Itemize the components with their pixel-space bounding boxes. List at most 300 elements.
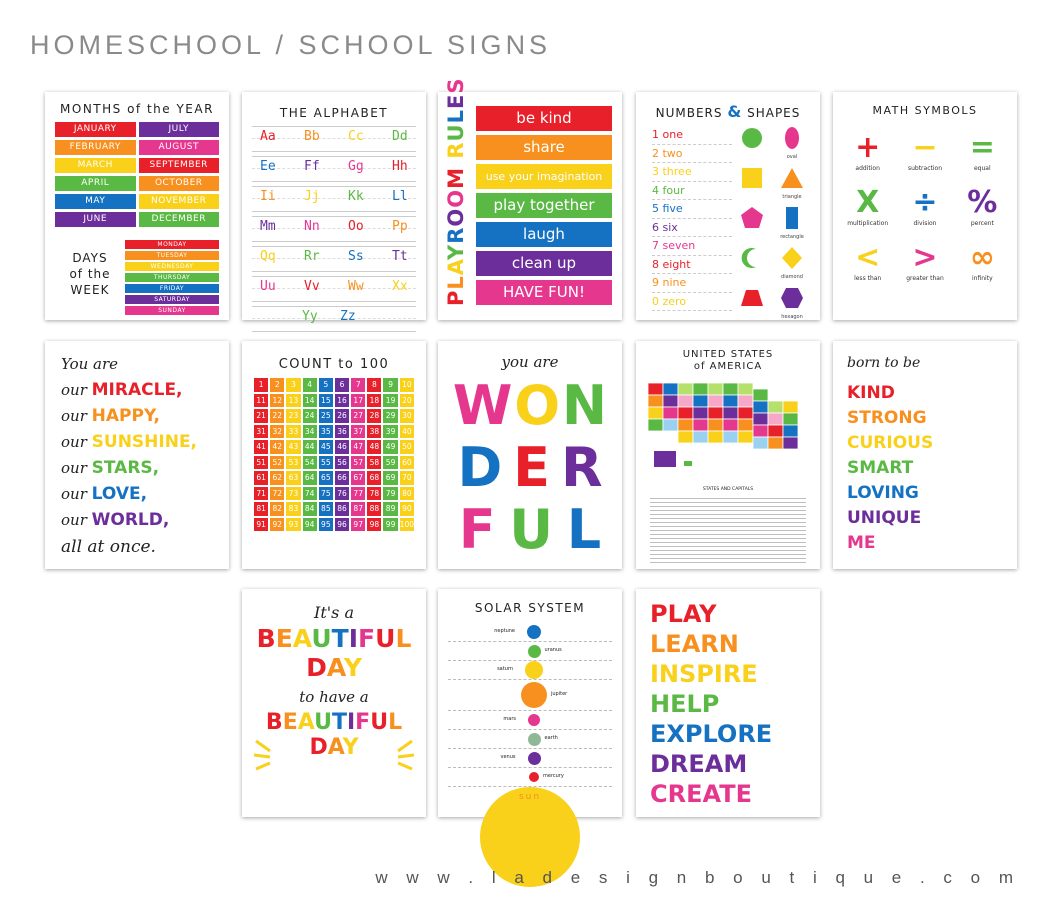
alphabet-poster [242,92,426,324]
alphabet-letters: Xx [392,279,408,294]
number-row: 6 six [652,219,732,238]
number-row: 2 two [652,145,732,164]
playroom-side-letter: P [444,289,468,306]
day-bar: FRIDAY [125,284,219,293]
grid-number: 92 [270,518,284,532]
month-bar: AUGUST [139,140,220,155]
math-label: multiplication [847,220,889,227]
day-bar: SUNDAY [125,306,219,315]
beautiful-letter: B [265,710,283,735]
beautiful-letter: A [326,653,344,682]
alphabet-row [252,216,416,242]
grid-number: 45 [319,440,333,454]
grid-number: 39 [383,425,397,439]
alphabet-letters: Cc [348,129,364,144]
planet-row [448,768,612,787]
playroom-rule: be kind [476,106,612,131]
number-row: 5 five [652,200,732,219]
month-bar: JANUARY [55,122,136,137]
grid-number: 53 [286,456,300,470]
sun-label: sun [518,792,542,802]
solar-list [448,623,612,787]
grid-number: 51 [254,456,268,470]
grid-number: 65 [319,471,333,485]
beautiful-letter: D [306,653,327,682]
beautiful-letter: L [395,624,412,653]
grid-number: 98 [367,518,381,532]
grid-number: 21 [254,409,268,423]
alphabet-row [252,186,416,212]
math-label: greater than [906,275,944,282]
born-word: LOVING [847,483,919,503]
grid-number: 5 [319,378,333,392]
math-symbol-cell [954,186,1011,227]
planet-row [448,642,612,661]
miracle-word: WORLD, [91,510,170,530]
mars-planet [528,714,540,726]
planet-label: neptune [494,628,515,634]
number-grid [242,378,426,531]
playroom-rule: HAVE FUN! [476,280,612,305]
play-word: EXPLORE [650,720,773,748]
playroom-rule: clean up [476,251,612,276]
wonderful-row [438,437,622,499]
day-bar: TUESDAY [125,251,219,260]
born-word: KIND [847,383,895,403]
playroom-poster [438,77,622,320]
grid-number: 10 [400,378,414,392]
wonderful-letter: D [457,436,503,499]
born-word: SMART [847,458,914,478]
saturn-planet [525,661,543,679]
numbers-list [652,126,732,311]
beautiful-letter: D [309,735,328,760]
grid-number: 96 [335,518,349,532]
alphabet-letters: Aa [260,129,276,144]
wonderful-letter: W [452,374,513,437]
beautiful-poster [242,589,426,817]
miracle-line [61,403,197,429]
usa-poster [636,341,820,569]
grid-number: 14 [303,394,317,408]
month-bar: OCTOBER [139,176,220,191]
alphabet-letters: Ee [260,159,276,174]
days-title-line: of the [69,267,111,281]
number-row: 3 three [652,163,732,182]
beautiful-intro: It's a [314,603,354,622]
uranus-planet [528,645,541,658]
math-symbol-cell [896,131,953,172]
play-word: LEARN [650,630,739,658]
month-bar: FEBRUARY [55,140,136,155]
grid-number: 79 [383,487,397,501]
playroom-side-title [444,77,468,306]
usa-title-line2: of AMERICA [693,361,763,372]
days-title [55,240,125,317]
grid-number: 99 [383,518,397,532]
numbers-title-a: NUMBERS [655,106,723,120]
months-title: MONTHS of the YEAR [60,102,214,116]
number-row: 1 one [652,126,732,145]
number-row: 9 nine [652,274,732,293]
number-row: 7 seven [652,237,732,256]
wonderful-row [438,375,622,437]
playroom-side-letter: S [444,77,468,94]
grid-number: 23 [286,409,300,423]
usa-title [636,349,820,373]
beautiful-letter: E [275,624,293,653]
grid-number: 41 [254,440,268,454]
alphabet-letters: Rr [304,249,320,264]
month-bar: SEPTEMBER [139,158,220,173]
beautiful-letter: A [292,624,312,653]
alphabet-letters: Oo [348,219,364,234]
playroom-side-letter: U [444,123,468,142]
math-label: infinity [972,275,993,282]
wonderful-row [438,499,622,561]
math-label: subtraction [907,165,942,172]
play-poster [636,589,820,817]
math-label: less than [854,275,882,282]
play-word: DREAM [650,750,748,778]
math-symbol-cell [896,186,953,227]
alphabet-letters: Vv [304,279,320,294]
miracle-word: MIRACLE, [91,380,183,400]
shape-label: oval [786,154,798,160]
math-symbol-cell [839,131,896,172]
pentagon-shape-icon [732,206,772,240]
planet-row [448,711,612,730]
math-label: equal [973,165,991,172]
grid-number: 88 [367,502,381,516]
day-bar: THURSDAY [125,273,219,282]
wonderful-letter: U [509,498,554,561]
grid-number: 58 [367,456,381,470]
beautiful-letter: U [370,710,389,735]
miracle-our: our [61,381,92,399]
grid-number: 11 [254,394,268,408]
alphabet-letters: Mm [260,219,276,234]
grid-number: 36 [335,425,349,439]
math-label: addition [855,165,880,172]
shape-label: triangle [782,194,802,200]
alphabet-letters: Uu [260,279,276,294]
grid-number: 83 [286,502,300,516]
planet-row [448,661,612,680]
sun-rays-left-icon [252,737,278,773]
count-poster [242,341,426,569]
playroom-side-letter: Y [444,243,468,260]
born-words [847,381,933,556]
wonderful-letter: R [560,436,603,499]
month-bar: MAY [55,194,136,209]
planet-label: jupiter [551,691,568,697]
grid-number: 97 [351,518,365,532]
beautiful-letter: I [348,624,359,653]
planet-row [448,730,612,749]
alphabet-letters: Yy [302,309,318,324]
grid-number: 49 [383,440,397,454]
math-symbol-cell [839,241,896,282]
grid-number: 8 [367,378,381,392]
beautiful-mid: to have a [299,688,369,706]
shape-label: rectangle [780,234,804,240]
playroom-rules [476,106,612,309]
numbers-title [636,102,820,121]
planet-label: saturn [497,666,513,672]
miracle-our: our [61,433,92,451]
crescent-shape-icon [732,246,772,280]
playroom-side-letter: E [444,93,468,109]
grid-number: 42 [270,440,284,454]
months-right-column [139,122,220,230]
miracle-our: our [61,485,92,503]
beautiful-letter: E [282,710,298,735]
grid-number: 16 [335,394,349,408]
beautiful-letter: U [311,624,332,653]
alphabet-letters: Ll [392,189,408,204]
alphabet-letters: Dd [392,129,408,144]
planet-label: venus [500,754,516,760]
born-word: STRONG [847,408,927,428]
wonderful-letter: O [514,374,561,437]
alphabet-letters: Ww [348,279,364,294]
grid-number: 70 [400,471,414,485]
grid-number: 56 [335,456,349,470]
grid-number: 19 [383,394,397,408]
alphabet-letters: Hh [392,159,408,174]
grid-number: 32 [270,425,284,439]
math-symbol-cell [954,241,1011,282]
grid-number: 55 [319,456,333,470]
venus-planet [528,752,541,765]
planet-row [448,623,612,642]
math-symbol-cell [839,186,896,227]
triangle-shape-icon [772,166,812,200]
miracle-line [61,455,197,481]
usa-capitals-list [650,495,806,563]
miracle-line [61,377,197,403]
grid-number: 31 [254,425,268,439]
shape-label: hexagon [781,314,803,320]
grid-number: 86 [335,502,349,516]
shapes-grid [732,126,812,320]
alphabet-row [252,156,416,182]
wonderful-letter: L [566,498,602,561]
grid-number: 9 [383,378,397,392]
grid-number: 50 [400,440,414,454]
grid-number: 29 [383,409,397,423]
grid-number: 91 [254,518,268,532]
grid-number: 52 [270,456,284,470]
alphabet-letters: Nn [304,219,320,234]
play-word: INSPIRE [650,660,758,688]
wonderful-intro: you are [501,353,559,371]
grid-number: 74 [303,487,317,501]
grid-number: 4 [303,378,317,392]
grid-number: 33 [286,425,300,439]
days-title-line: WEEK [70,283,110,297]
alphabet-row [252,306,416,332]
born-word: CURIOUS [847,433,934,453]
jupiter-planet [521,682,547,708]
grid-number: 66 [335,471,349,485]
month-bar: MARCH [55,158,136,173]
beautiful-letter: F [355,710,371,735]
square-shape-icon [732,166,772,200]
oval-shape-icon [772,126,812,160]
grid-number: 28 [367,409,381,423]
miracle-our: our [61,511,92,529]
math-symbol: % [967,185,998,220]
math-grid [833,131,1017,282]
days-list [125,240,219,317]
beautiful-letter: T [331,710,347,735]
day-bar: SATURDAY [125,295,219,304]
numbers-title-b: SHAPES [747,106,801,120]
grid-number: 57 [351,456,365,470]
planet-row [448,680,612,711]
grid-number: 15 [319,394,333,408]
day-bar: MONDAY [125,240,219,249]
grid-number: 22 [270,409,284,423]
play-word: HELP [650,690,720,718]
month-bar: NOVEMBER [139,194,220,209]
born-poster [833,341,1017,569]
miracle-lines [61,377,197,533]
alphabet-letters: Kk [348,189,364,204]
math-title: MATH SYMBOLS [872,104,978,117]
grid-number: 61 [254,471,268,485]
grid-number: 3 [286,378,300,392]
grid-number: 6 [335,378,349,392]
math-symbol: > [912,240,938,275]
miracle-word: SUNSHINE, [91,432,198,452]
grid-number: 34 [303,425,317,439]
grid-number: 59 [383,456,397,470]
solar-title: SOLAR SYSTEM [474,601,586,615]
grid-number: 27 [351,409,365,423]
grid-number: 26 [335,409,349,423]
wonderful-letter: F [458,498,496,561]
grid-number: 40 [400,425,414,439]
grid-number: 90 [400,502,414,516]
beautiful-letter: Y [342,735,359,760]
playroom-rule: play together [476,193,612,218]
playroom-side-letter: A [444,259,468,276]
alphabet-letters: Tt [392,249,408,264]
grid-number: 71 [254,487,268,501]
page-title: HOMESCHOOL / SCHOOL SIGNS [30,30,552,60]
playroom-side-letter: O [444,188,468,208]
month-bar: JUNE [55,212,136,227]
alphabet-row [252,126,416,152]
alphabet-letters: Ff [304,159,320,174]
grid-number: 12 [270,394,284,408]
math-symbol: − [912,130,938,165]
circle-shape-icon [732,126,772,160]
grid-number: 13 [286,394,300,408]
grid-number: 84 [303,502,317,516]
grid-number: 44 [303,440,317,454]
born-word: ME [847,533,876,553]
wonderful-rows [438,375,622,561]
planet-label: earth [544,735,558,741]
grid-number: 46 [335,440,349,454]
grid-number: 94 [303,518,317,532]
grid-number: 2 [270,378,284,392]
months-left-column [55,122,136,230]
grid-number: 81 [254,502,268,516]
diamond-shape-icon [772,246,812,280]
month-bar: DECEMBER [139,212,220,227]
grid-number: 30 [400,409,414,423]
usa-title-line1: UNITED STATES [682,349,774,360]
grid-number: 69 [383,471,397,485]
grid-number: 93 [286,518,300,532]
usa-subtitle: STATES AND CAPITALS [702,487,754,492]
math-symbol: < [855,240,881,275]
grid-number: 77 [351,487,365,501]
math-label: percent [970,220,994,227]
grid-number: 38 [367,425,381,439]
playroom-side-letter: L [444,275,468,290]
grid-number: 48 [367,440,381,454]
grid-number: 62 [270,471,284,485]
hexagon-shape-icon [772,286,812,320]
playroom-side-letter: R [444,226,468,244]
beautiful-letter: B [256,624,276,653]
alphabet-letters: Ss [348,249,364,264]
playroom-rule: use your imagination [476,164,612,189]
miracle-our: our [61,407,92,425]
grid-number: 54 [303,456,317,470]
grid-number: 68 [367,471,381,485]
beautiful-word2 [242,653,426,682]
alphabet-row [252,246,416,272]
mercury-planet [529,772,539,782]
math-symbol-cell [954,131,1011,172]
alphabet-row [252,276,416,302]
math-symbol-cell [896,241,953,282]
grid-number: 80 [400,487,414,501]
miracle-intro: You are [61,355,119,373]
playroom-side-letter: M [444,166,468,189]
sun-rays-right-icon [390,737,416,773]
alphabet-letters: Ii [260,189,276,204]
born-word: UNIQUE [847,508,922,528]
math-symbol: X [856,185,880,220]
playroom-side-letter [444,159,468,167]
beautiful-letter: I [346,710,356,735]
grid-number: 60 [400,456,414,470]
beautiful-letter: A [327,735,343,760]
grid-number: 89 [383,502,397,516]
alphabet-letters: Bb [304,129,320,144]
math-symbol: ÷ [912,185,938,220]
count-title: COUNT to 100 [278,357,390,372]
number-row: 0 zero [652,293,732,312]
grid-number: 20 [400,394,414,408]
math-symbol: ∞ [969,240,995,275]
beautiful-letter: F [358,624,376,653]
play-word: PLAY [650,600,717,628]
grid-number: 17 [351,394,365,408]
play-words [650,599,772,809]
days-title-line: DAYS [72,251,108,265]
math-label: division [913,220,937,227]
grid-number: 95 [319,518,333,532]
